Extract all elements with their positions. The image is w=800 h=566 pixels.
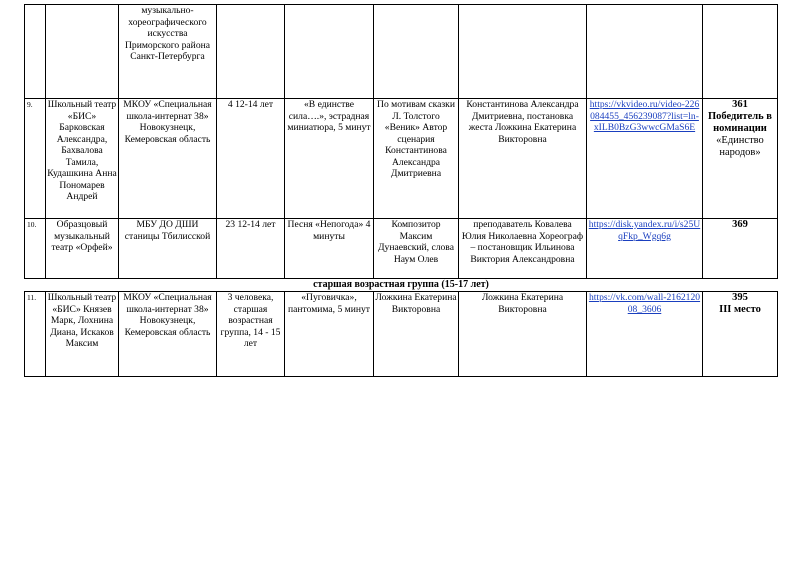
- team-cell: Образцовый музыкальный театр «Орфей»: [46, 219, 119, 279]
- link-cell: [587, 292, 703, 377]
- author-cell: [374, 5, 459, 99]
- score-cell: [703, 5, 778, 99]
- table-row: [25, 99, 778, 219]
- age-cell: [217, 5, 285, 99]
- title-cell: «В единстве сила….», эстрадная миниатюра, 5 минут: [285, 99, 374, 219]
- link-cell: [587, 219, 703, 279]
- age-cell: 4 12-14 лет: [217, 99, 285, 219]
- vk-link[interactable]: https://vk.com/wall-216212008_3606: [588, 292, 701, 315]
- row-number: [25, 5, 46, 99]
- score-value: 395: [732, 292, 748, 303]
- team-cell: Школьный театр «БИС» Князев Марк, Лохнина Диана, Искаков Максим: [46, 292, 119, 377]
- award-nomination: «Единство народов»: [716, 135, 764, 158]
- author-cell: Композитор Максим Дунаевский, слова Наум Олев: [374, 219, 459, 279]
- score-cell: [703, 292, 778, 377]
- table-row: [25, 292, 778, 377]
- age-cell: 3 человека, старшая возрастная группа, 14 - 15 лет: [217, 292, 285, 377]
- award-line: номинации: [713, 123, 767, 134]
- video-link[interactable]: https://vkvideo.ru/video-226084455_456239087?list=ln-xILB0BzG3wwcGMaS6E: [589, 99, 700, 133]
- link-cell: [587, 99, 703, 219]
- title-cell: Песня «Непогода» 4 минуты: [285, 219, 374, 279]
- link-cell: [587, 5, 703, 99]
- team-cell: [46, 5, 119, 99]
- table-row: [25, 219, 778, 279]
- org-cell: МКОУ «Специальная школа-интернат 38» Новокузнецк, Кемеровская область: [119, 292, 217, 377]
- author-cell: Ложкина Екатерина Викторовна: [374, 292, 459, 377]
- score-value: 361: [732, 99, 748, 110]
- award-line: III место: [719, 304, 761, 315]
- org-cell: музыкально-хореографического искусства Приморского района Санкт-Петербурга: [119, 5, 217, 99]
- org-cell: МКОУ «Специальная школа-интернат 38» Новокузнецк, Кемеровская область: [119, 99, 217, 219]
- group-header: старшая возрастная группа (15-17 лет): [25, 279, 778, 292]
- leader-cell: Константинова Александра Дмитриевна, постановка жеста Ложкина Екатерина Викторовна: [459, 99, 587, 219]
- row-number: 11.: [25, 292, 46, 377]
- author-cell: По мотивам сказки Л. Толстого «Веник» Автор сценария Константинова Александра Дмитриевна: [374, 99, 459, 219]
- title-cell: [285, 5, 374, 99]
- leader-cell: преподаватель Ковалева Юлия Николаевна Хореограф – постановщик Ильинова Виктория Александровна: [459, 219, 587, 279]
- title-cell: «Пуговичка», пантомима, 5 минут: [285, 292, 374, 377]
- row-number: 10.: [25, 219, 46, 279]
- leader-cell: [459, 5, 587, 99]
- org-cell: МБУ ДО ДШИ станицы Тбилисской: [119, 219, 217, 279]
- age-cell: 23 12-14 лет: [217, 219, 285, 279]
- disk-link[interactable]: https://disk.yandex.ru/i/s25UqFkp_Wgq6g: [588, 219, 701, 242]
- group-header-row: [25, 279, 778, 292]
- leader-cell: Ложкина Екатерина Викторовна: [459, 292, 587, 377]
- award-line: Победитель в: [708, 111, 772, 122]
- row-number: 9.: [25, 99, 46, 219]
- team-cell: Школьный театр «БИС» Барковская Александра, Бахвалова Тамила, Кудашкина Анна Пономарев Андрей: [46, 99, 119, 219]
- table-row: [25, 5, 778, 99]
- score-cell: 369: [703, 219, 778, 279]
- participants-table: [24, 4, 778, 377]
- score-cell: [703, 99, 778, 219]
